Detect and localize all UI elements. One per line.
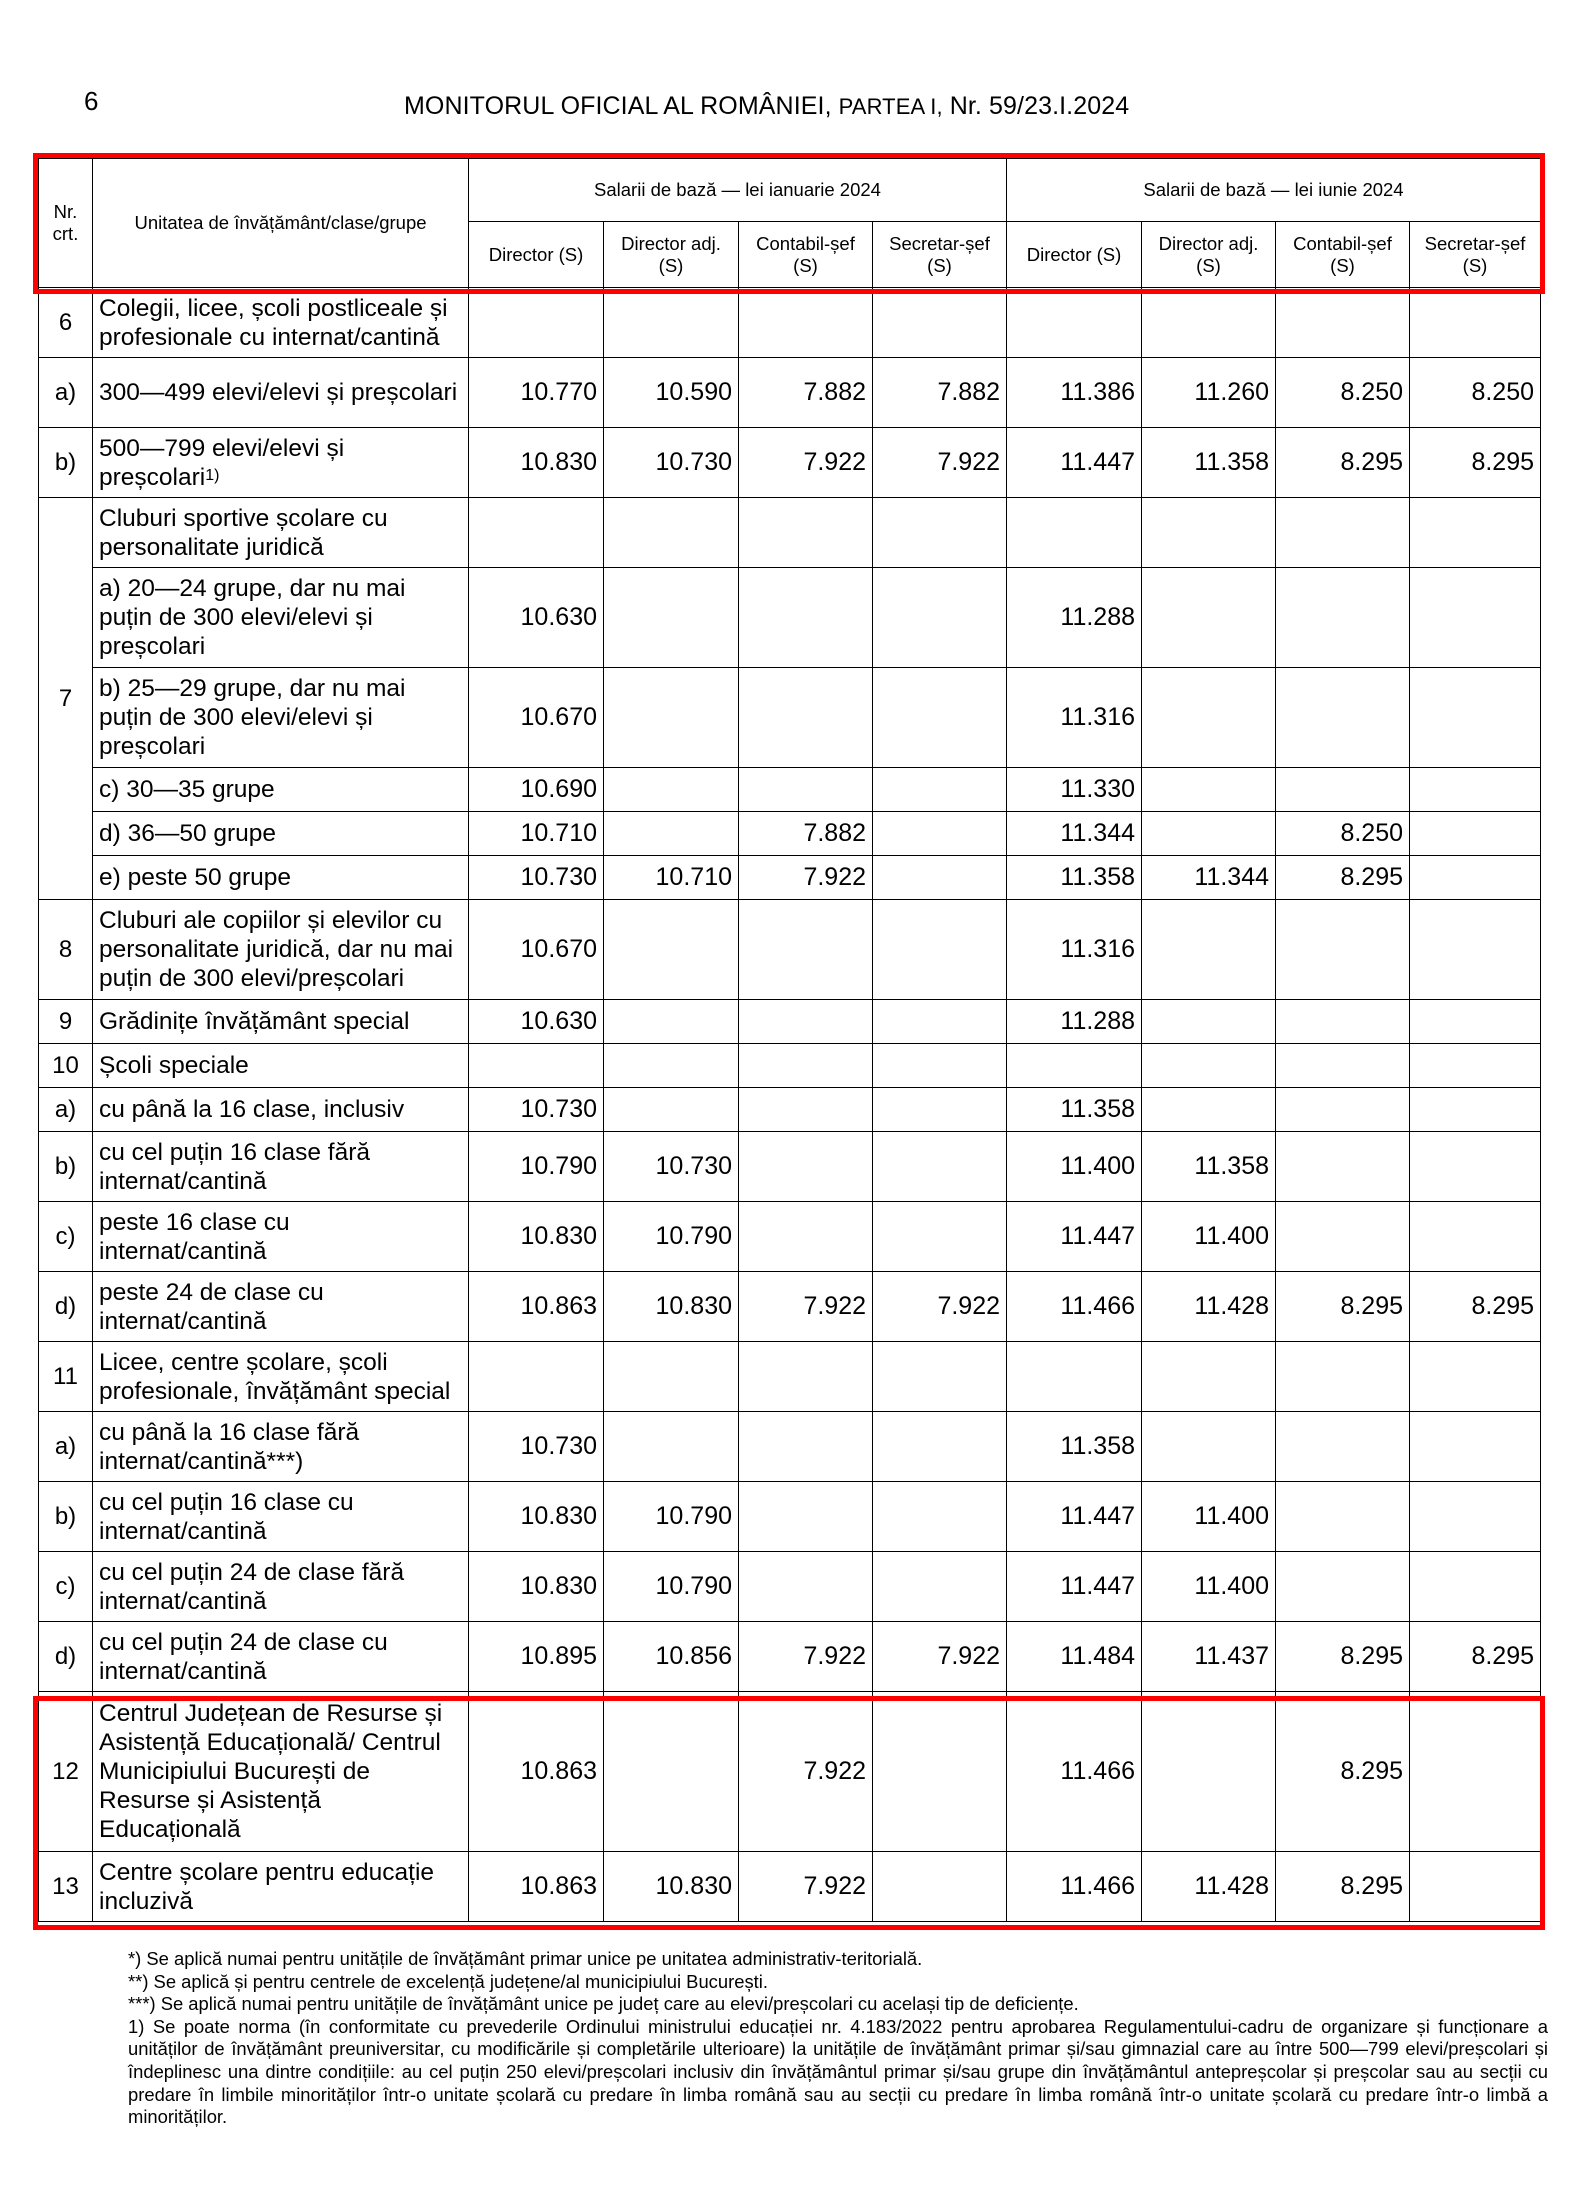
salary-value: 11.316 [1007, 900, 1142, 1000]
footnote: ***) Se aplică numai pentru unitățile de învățământ unice pe județ care au elevi/preșcolari cu același tip de deficiențe. [128, 1993, 1079, 2015]
salary-value [873, 1482, 1007, 1552]
row-number: 9 [39, 1000, 93, 1044]
unit-text: cu cel puțin 24 de clase cu internat/cantină [99, 1628, 388, 1685]
header-role: Director adj. (S) [604, 222, 739, 288]
salary-value [1410, 568, 1541, 668]
salary-value: 7.882 [739, 358, 873, 428]
salary-value: 11.466 [1007, 1852, 1142, 1922]
unit-label [93, 1202, 469, 1272]
table-row [39, 768, 1541, 812]
header-group-june: Salarii de bază — lei iunie 2024 [1007, 159, 1541, 222]
unit-text: cu cel puțin 16 clase fără internat/cantină [99, 1138, 371, 1195]
table-row [39, 856, 1541, 900]
publication-issue: Nr. 59/23.I.2024 [949, 92, 1130, 120]
unit-text: e) peste 50 grupe [99, 864, 292, 891]
row-number: a) [39, 1412, 93, 1482]
salary-value: 10.730 [604, 1132, 739, 1202]
salary-value [873, 1552, 1007, 1622]
salary-value [1410, 1412, 1541, 1482]
unit-text: Licee, centre școlare, școli profesionale, învățământ special [99, 1348, 451, 1405]
salary-value: 7.922 [873, 1622, 1007, 1692]
salary-value [873, 1412, 1007, 1482]
salary-value: 10.830 [469, 428, 604, 498]
header-nr-crt: Nr. crt. [39, 159, 93, 288]
salary-value [1410, 1000, 1541, 1044]
row-number: d) [39, 1272, 93, 1342]
salary-value: 10.856 [604, 1622, 739, 1692]
salary-value [1276, 1044, 1410, 1088]
salary-value [1142, 498, 1276, 568]
salary-value: 11.344 [1142, 856, 1276, 900]
salary-value: 10.630 [469, 1000, 604, 1044]
salary-value: 11.400 [1142, 1482, 1276, 1552]
row-number: b) [39, 1132, 93, 1202]
unit-label [93, 1552, 469, 1622]
table-row [39, 1412, 1541, 1482]
unit-label [93, 358, 469, 428]
salary-value: 11.484 [1007, 1622, 1142, 1692]
salary-value [1410, 768, 1541, 812]
salary-value [604, 568, 739, 668]
salary-value: 8.295 [1276, 1692, 1410, 1852]
page-number: 6 [84, 86, 99, 116]
table-row [39, 568, 1541, 668]
salary-value [1142, 1412, 1276, 1482]
row-number: 6 [39, 288, 93, 358]
salary-value: 10.863 [469, 1272, 604, 1342]
salary-value [739, 288, 873, 358]
unit-text: Centre școlare pentru educație incluzivă [99, 1858, 435, 1915]
table-row [39, 1044, 1541, 1088]
row-number: c) [39, 1202, 93, 1272]
salary-value [1007, 1342, 1142, 1412]
salary-value [1410, 1482, 1541, 1552]
table-row [39, 1000, 1541, 1044]
salary-value [1410, 812, 1541, 856]
salary-value [1276, 1132, 1410, 1202]
unit-label [93, 1622, 469, 1692]
unit-text: Cluburi sportive școlare cu personalitate juridică [99, 504, 388, 561]
salary-value [1410, 1552, 1541, 1622]
salary-value [1276, 1552, 1410, 1622]
salary-value [1142, 1342, 1276, 1412]
header-role: Secretar-șef (S) [1410, 222, 1541, 288]
salary-value [739, 768, 873, 812]
salary-value [1410, 1202, 1541, 1272]
salary-value: 11.400 [1007, 1132, 1142, 1202]
salary-value: 11.260 [1142, 358, 1276, 428]
salary-value [873, 1852, 1007, 1922]
table-row [39, 1202, 1541, 1272]
salary-value: 10.830 [604, 1852, 739, 1922]
table-row [39, 668, 1541, 768]
salary-value [604, 498, 739, 568]
footnote: **) Se aplică și pentru centrele de excelență județene/al municipiului București. [128, 1970, 768, 1992]
unit-label [93, 768, 469, 812]
salary-value [1276, 668, 1410, 768]
unit-text: c) 30—35 grupe [99, 776, 275, 803]
publication-name: MONITORUL OFICIAL AL ROMÂNIEI, [404, 92, 832, 120]
salary-value [739, 568, 873, 668]
header-unit: Unitatea de învățământ/clase/grupe [93, 159, 469, 288]
unit-text: Cluburi ale copiilor și elevilor cu personalitate juridică, dar nu mai puțin de 300 elevi/preșcolari [99, 907, 454, 992]
table-row [39, 1088, 1541, 1132]
salary-value: 7.922 [739, 1692, 873, 1852]
unit-text: cu cel puțin 16 clase cu internat/cantină [99, 1488, 354, 1545]
footnote-ref: 1) [205, 466, 220, 484]
salary-value [469, 498, 604, 568]
unit-label [93, 856, 469, 900]
salary-value [1142, 812, 1276, 856]
row-number: 11 [39, 1342, 93, 1412]
salary-value [1276, 1000, 1410, 1044]
salary-value [1007, 498, 1142, 568]
unit-label [93, 1000, 469, 1044]
salary-value [604, 1412, 739, 1482]
unit-label [93, 1044, 469, 1088]
unit-text: b) 25—29 grupe, dar nu mai puțin de 300 elevi/elevi și preșcolari [99, 675, 406, 760]
unit-text: Grădinițe învățământ special [99, 1008, 410, 1035]
salary-value [739, 900, 873, 1000]
footnotes [38, 1948, 1548, 2129]
salary-value: 8.295 [1410, 428, 1541, 498]
salary-value [1142, 668, 1276, 768]
header-group-january: Salarii de bază — lei ianuarie 2024 [469, 159, 1007, 222]
salary-value: 8.295 [1276, 1622, 1410, 1692]
table-row [39, 358, 1541, 428]
salary-value: 10.710 [604, 856, 739, 900]
salary-value: 11.437 [1142, 1622, 1276, 1692]
unit-label [93, 668, 469, 768]
header-role: Director (S) [469, 222, 604, 288]
row-number: b) [39, 1482, 93, 1552]
salary-value [604, 288, 739, 358]
unit-text: Școli speciale [99, 1052, 249, 1079]
unit-text: 500—799 elevi/elevi și preșcolari [99, 434, 345, 491]
unit-label [93, 1132, 469, 1202]
salary-value [1410, 1342, 1541, 1412]
unit-label [93, 1482, 469, 1552]
unit-label [93, 498, 469, 568]
salary-value: 7.922 [739, 428, 873, 498]
salary-value [873, 1342, 1007, 1412]
salary-value: 7.882 [873, 358, 1007, 428]
salary-value: 11.428 [1142, 1852, 1276, 1922]
salary-value [873, 1692, 1007, 1852]
salary-value [739, 1482, 873, 1552]
unit-label [93, 900, 469, 1000]
salary-value: 10.790 [604, 1482, 739, 1552]
salary-value: 10.863 [469, 1692, 604, 1852]
unit-label [93, 568, 469, 668]
row-number: d) [39, 1622, 93, 1692]
salary-value [604, 1000, 739, 1044]
salary-value [469, 1342, 604, 1412]
salary-value [604, 668, 739, 768]
salary-value [1410, 1088, 1541, 1132]
publication-part: PARTEA I, [838, 94, 943, 119]
row-number: 8 [39, 900, 93, 1000]
salary-value: 10.790 [604, 1552, 739, 1622]
header-role: Secretar-șef (S) [873, 222, 1007, 288]
salary-value: 11.358 [1142, 1132, 1276, 1202]
salary-value: 10.670 [469, 900, 604, 1000]
unit-text: cu cel puțin 24 de clase fără internat/cantină [99, 1558, 405, 1615]
header-role: Contabil-șef (S) [739, 222, 873, 288]
header-role: Director adj. (S) [1142, 222, 1276, 288]
salary-value [1276, 900, 1410, 1000]
salary-value [1142, 1088, 1276, 1132]
row-number: 7 [39, 498, 93, 900]
salary-value [739, 668, 873, 768]
salary-value [1276, 1202, 1410, 1272]
salary-value [1007, 288, 1142, 358]
salary-value: 10.730 [604, 428, 739, 498]
footnote: 1) Se poate norma (în conformitate cu prevederile Ordinului ministrului educației nr. 4.183/2022 pentru aprobarea Regulamentului-cadru de organizare și funcționare a unităților de învățământ preuniversitar, cu modificările și completările ulterioare) la unitățile de învățământ primar și/sau gimnazial care au între 500—799 elevi/preșcolari și îndeplinesc una dintre condițiile: au cel puțin 250 elevi/preșcolari inclusiv din învățământul primar și/sau grupe din învățământul antepreșcolar și preșcolar sau au secții cu predare în limbile minorităților într-o unitate școlară cu predare în limba română sau au secții cu predare în limba română într-o unitate școlară cu predare într-o limbă a minorităților. [128, 2015, 1548, 2128]
unit-text: peste 24 de clase cu internat/cantină [99, 1278, 324, 1335]
salary-value [1410, 1044, 1541, 1088]
salary-value: 7.922 [739, 856, 873, 900]
salary-value: 8.295 [1276, 1272, 1410, 1342]
salary-value [739, 1132, 873, 1202]
unit-label [93, 1692, 469, 1852]
salary-value [739, 1202, 873, 1272]
footnote: *) Se aplică numai pentru unitățile de învățământ primar unice pe unitatea administrativ-teritorială. [128, 1948, 923, 1969]
salary-value [1276, 1482, 1410, 1552]
salary-value: 11.288 [1007, 568, 1142, 668]
salary-value: 11.344 [1007, 812, 1142, 856]
row-number: b) [39, 428, 93, 498]
salary-value [1276, 288, 1410, 358]
salary-value: 10.830 [604, 1272, 739, 1342]
salary-value [873, 1000, 1007, 1044]
salary-value: 11.447 [1007, 1482, 1142, 1552]
salary-value: 11.428 [1142, 1272, 1276, 1342]
salary-value: 11.447 [1007, 428, 1142, 498]
salary-value [1007, 1044, 1142, 1088]
unit-label [93, 1852, 469, 1922]
salary-value [739, 1088, 873, 1132]
unit-text: cu până la 16 clase fără internat/cantină***) [99, 1418, 360, 1475]
table-row [39, 428, 1541, 498]
salary-value: 10.730 [469, 856, 604, 900]
unit-text: peste 16 clase cu internat/cantină [99, 1208, 290, 1265]
table-row [39, 288, 1541, 358]
salary-value [739, 1044, 873, 1088]
table-row [39, 1482, 1541, 1552]
salary-value: 10.630 [469, 568, 604, 668]
salary-value: 10.590 [604, 358, 739, 428]
salary-value: 10.730 [469, 1412, 604, 1482]
salary-value [873, 288, 1007, 358]
salary-value: 8.250 [1410, 358, 1541, 428]
salary-value [873, 668, 1007, 768]
unit-label [93, 1272, 469, 1342]
salary-value [873, 498, 1007, 568]
salary-value: 8.250 [1276, 812, 1410, 856]
salary-value [604, 900, 739, 1000]
row-number: 10 [39, 1044, 93, 1088]
salary-value [1276, 768, 1410, 812]
salary-value [604, 768, 739, 812]
salary-value [873, 568, 1007, 668]
salary-value: 11.466 [1007, 1272, 1142, 1342]
salary-value: 8.295 [1276, 1852, 1410, 1922]
salary-value: 11.330 [1007, 768, 1142, 812]
salary-value [1276, 568, 1410, 668]
salary-value [873, 900, 1007, 1000]
unit-label [93, 1412, 469, 1482]
salary-value [1142, 900, 1276, 1000]
salary-value: 10.770 [469, 358, 604, 428]
unit-label [93, 288, 469, 358]
row-number: a) [39, 1088, 93, 1132]
salary-value [1410, 288, 1541, 358]
salary-value: 8.295 [1276, 856, 1410, 900]
table-row [39, 498, 1541, 568]
table-row [39, 1692, 1541, 1852]
unit-text: a) 20—24 grupe, dar nu mai puțin de 300 elevi/elevi și preșcolari [99, 575, 406, 660]
salary-value: 8.295 [1276, 428, 1410, 498]
running-head [404, 92, 1129, 121]
salary-value: 11.288 [1007, 1000, 1142, 1044]
table-row [39, 1132, 1541, 1202]
salary-value [1276, 1412, 1410, 1482]
salary-value: 10.690 [469, 768, 604, 812]
salary-value [1142, 1692, 1276, 1852]
salary-value [1410, 856, 1541, 900]
salary-value [1276, 498, 1410, 568]
salary-value [873, 1202, 1007, 1272]
salary-value: 10.830 [469, 1552, 604, 1622]
salary-value: 11.400 [1142, 1202, 1276, 1272]
salary-value [739, 1342, 873, 1412]
salary-value: 11.400 [1142, 1552, 1276, 1622]
unit-text: Colegii, licee, școli postliceale și profesionale cu internat/cantină [99, 294, 448, 351]
salary-value [873, 768, 1007, 812]
table-row [39, 1342, 1541, 1412]
salary-value [604, 1044, 739, 1088]
salary-value [1410, 900, 1541, 1000]
salary-value [739, 1552, 873, 1622]
salary-value [1410, 1132, 1541, 1202]
table-row [39, 1552, 1541, 1622]
salary-value [1142, 768, 1276, 812]
salary-value [1142, 288, 1276, 358]
salary-value: 7.922 [739, 1622, 873, 1692]
salary-value: 8.250 [1276, 358, 1410, 428]
salary-value [604, 812, 739, 856]
salary-value [739, 1412, 873, 1482]
salary-value [1142, 1044, 1276, 1088]
salary-value [739, 498, 873, 568]
salary-value [1142, 1000, 1276, 1044]
salary-value [1142, 568, 1276, 668]
table-row [39, 1852, 1541, 1922]
table-row [39, 1622, 1541, 1692]
table-row [39, 812, 1541, 856]
unit-label [93, 1088, 469, 1132]
salary-value: 10.895 [469, 1622, 604, 1692]
salary-value [873, 1044, 1007, 1088]
table-row [39, 900, 1541, 1000]
salary-value: 8.295 [1410, 1272, 1541, 1342]
unit-label [93, 812, 469, 856]
salary-value: 10.830 [469, 1202, 604, 1272]
salary-value: 7.922 [873, 1272, 1007, 1342]
salary-value [1410, 1852, 1541, 1922]
salary-value [604, 1692, 739, 1852]
row-number: 12 [39, 1692, 93, 1852]
unit-text: 300—499 elevi/elevi și preșcolari [99, 379, 458, 406]
unit-text: cu până la 16 clase, inclusiv [99, 1096, 405, 1123]
salary-value: 10.670 [469, 668, 604, 768]
salary-value: 11.466 [1007, 1692, 1142, 1852]
salary-value: 7.922 [739, 1272, 873, 1342]
salary-value [1276, 1088, 1410, 1132]
salary-value: 11.358 [1007, 856, 1142, 900]
salary-value: 10.710 [469, 812, 604, 856]
salary-value [873, 1132, 1007, 1202]
salary-value: 11.358 [1007, 1088, 1142, 1132]
salary-value: 11.386 [1007, 358, 1142, 428]
salary-value [469, 1044, 604, 1088]
salary-value [1276, 1342, 1410, 1412]
salary-value [1410, 1692, 1541, 1852]
salary-value: 11.447 [1007, 1202, 1142, 1272]
salary-value: 10.730 [469, 1088, 604, 1132]
salary-value [873, 856, 1007, 900]
header-role: Director (S) [1007, 222, 1142, 288]
unit-label [93, 1342, 469, 1412]
salary-value: 7.882 [739, 812, 873, 856]
salary-value [873, 812, 1007, 856]
salary-value: 10.830 [469, 1482, 604, 1552]
salary-table [38, 158, 1541, 1922]
salary-value: 10.790 [469, 1132, 604, 1202]
salary-value [469, 288, 604, 358]
salary-value: 8.295 [1410, 1622, 1541, 1692]
row-number: 13 [39, 1852, 93, 1922]
salary-value [739, 1000, 873, 1044]
salary-value [873, 1088, 1007, 1132]
salary-value: 7.922 [873, 428, 1007, 498]
salary-value: 11.316 [1007, 668, 1142, 768]
salary-value: 11.358 [1007, 1412, 1142, 1482]
salary-value [604, 1342, 739, 1412]
salary-value: 10.863 [469, 1852, 604, 1922]
unit-text: Centrul Județean de Resurse și Asistență Educațională/ Centrul Municipiului București de Resurse și Asistență Educațională [99, 1700, 443, 1843]
salary-value [604, 1088, 739, 1132]
table-row [39, 1272, 1541, 1342]
header-role: Contabil-șef (S) [1276, 222, 1410, 288]
salary-value: 11.447 [1007, 1552, 1142, 1622]
unit-label [93, 428, 469, 498]
salary-value [1410, 668, 1541, 768]
row-number: a) [39, 358, 93, 428]
salary-value [1410, 498, 1541, 568]
salary-value: 10.790 [604, 1202, 739, 1272]
salary-value: 11.358 [1142, 428, 1276, 498]
row-number: c) [39, 1552, 93, 1622]
unit-text: d) 36—50 grupe [99, 820, 277, 847]
salary-value: 7.922 [739, 1852, 873, 1922]
